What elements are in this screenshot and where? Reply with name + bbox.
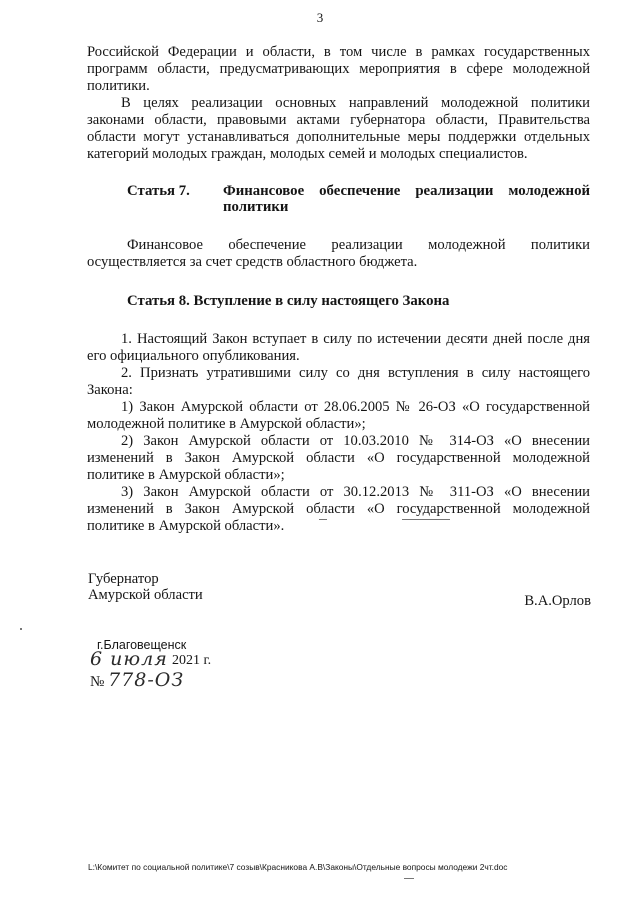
signature-position-line1: Губернатор [88, 571, 159, 587]
signing-place: г.Благовещенск [97, 638, 187, 652]
paragraph-continuation: Российской Федерации и области, в том числе в рамках государственных программ области, предусматривающих мероприятия в сфере молодежной политики. [87, 44, 590, 94]
article-8-heading: Статья 8. Вступление в силу настоящего Закона [127, 293, 450, 309]
handwritten-date: 6 июля [90, 648, 168, 670]
scan-dot-mark [20, 628, 22, 630]
scan-dot-mark [319, 519, 327, 520]
article-8-item: 1. Настоящий Закон вступает в силу по истечении десяти дней после дня его официального опубликования. [87, 331, 590, 364]
page-number: 3 [316, 10, 324, 25]
article-7-title: Финансовое обеспечение реализации молодежной политики [223, 183, 590, 215]
law-number [90, 669, 184, 691]
signing-year: 2021 г. [172, 653, 212, 668]
signature-block [88, 571, 591, 609]
article-8-item: 1) Закон Амурской области от 28.06.2005 № 26-ОЗ «О государственной молодежной политике в Амурской области»; [87, 399, 590, 432]
file-path-footer: L:\Комитет по социальной политике\7 созыв\Красникова А.В\Законы\Отдельные вопросы молодежи 2чт.doc [88, 862, 508, 872]
law-number-prefix: № [90, 674, 105, 690]
article-7-heading [87, 183, 590, 215]
handwritten-law-number: 778-ОЗ [108, 669, 185, 691]
article-8-item: 3) Закон Амурской области от 30.12.2013 № 311-ОЗ «О внесении изменений в Закон Амурской области «О государственной молодежной политике в Амурской области». [87, 484, 590, 534]
article-8-item: 2) Закон Амурской области от 10.03.2010 № 314-ОЗ «О внесении изменений в Закон Амурской области «О государственной молодежной политике в Амурской области»; [87, 433, 590, 483]
scan-dash-mark [402, 519, 450, 520]
article-7-text: Финансовое обеспечение реализации молодежной политики осуществляется за счет средств областного бюджета. [87, 237, 590, 270]
article-8-item: 2. Признать утратившими силу со дня вступления в силу настоящего Закона: [87, 365, 590, 398]
document-body [87, 44, 590, 535]
signing-date [90, 648, 212, 670]
article-7-label: Статья 7. [127, 183, 190, 199]
paragraph-youth-policy-measures: В целях реализации основных направлений молодежной политики законами области, правовыми актами губернатора области, Правительства области могут устанавливаться дополнительные меры поддержки отдельных категорий молодых граждан, молодых семей и молодых специалистов. [87, 95, 590, 162]
signature-name: В.А.Орлов [524, 593, 591, 609]
signature-position-line2: Амурской области [88, 587, 203, 603]
scan-dot-mark [404, 878, 414, 879]
